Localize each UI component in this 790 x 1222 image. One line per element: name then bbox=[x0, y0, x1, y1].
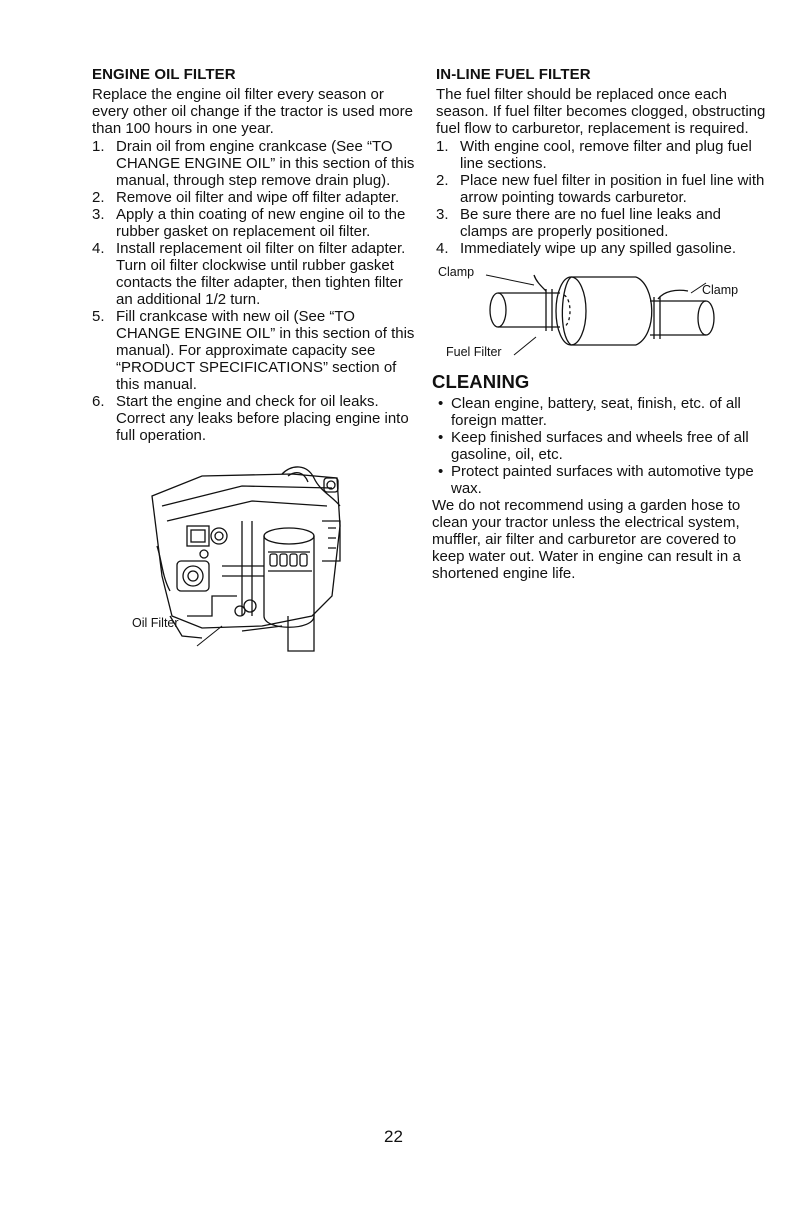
in-line-fuel-filter-intro: The fuel filter should be replaced once each season. If fuel filter becomes clogged, obstructing fuel flow to carburetor, replacement is required. bbox=[436, 86, 766, 137]
page-number: 22 bbox=[384, 1127, 403, 1146]
cleaning-bullets bbox=[436, 395, 766, 497]
step-number: 5. bbox=[92, 308, 105, 325]
step-text: Install replacement oil filter on filter adapter. Turn oil filter clockwise until rubber gasket contacts the filter adapter, then tighten filter an additional 1/2 turn. bbox=[116, 240, 406, 308]
left-column bbox=[92, 66, 422, 661]
step-text: Fill crankcase with new oil (See “TO CHANGE ENGINE OIL” in this section of this manual). For approximate capacity see “PRODUCT SPECIFICATIONS” section of this manual. bbox=[116, 308, 415, 393]
oil-filter-figure bbox=[92, 466, 422, 661]
step-number: 4. bbox=[436, 240, 449, 257]
step-text: Apply a thin coating of new engine oil to the rubber gasket on replacement oil filter. bbox=[116, 206, 406, 240]
step-text: Be sure there are no fuel line leaks and clamps are properly positioned. bbox=[460, 206, 721, 240]
engine-oil-filter-intro: Replace the engine oil filter every season or every other oil change if the tractor is used more than 100 hours in one year. bbox=[92, 86, 413, 137]
list-item bbox=[436, 206, 766, 240]
step-number: 3. bbox=[92, 206, 105, 223]
list-item bbox=[436, 240, 766, 257]
bullet-text: Clean engine, battery, seat, finish, etc. of all foreign matter. bbox=[451, 395, 741, 429]
fuel-filter-figure bbox=[436, 265, 766, 365]
step-text: With engine cool, remove filter and plug fuel line sections. bbox=[460, 138, 752, 172]
step-number: 4. bbox=[92, 240, 105, 257]
engine-oil-filter-heading: ENGINE OIL FILTER bbox=[92, 66, 236, 83]
fuel-filter-label: Fuel Filter bbox=[446, 345, 502, 359]
bullet-icon: • bbox=[438, 463, 444, 480]
step-number: 1. bbox=[92, 138, 105, 155]
bullet-icon: • bbox=[438, 395, 444, 412]
clamp-left-label: Clamp bbox=[438, 265, 475, 279]
list-item bbox=[92, 189, 422, 206]
clamp-right-label: Clamp bbox=[702, 283, 739, 297]
step-number: 6. bbox=[92, 393, 105, 410]
cleaning-text: We do not recommend using a garden hose to clean your tractor unless the electrical system, muffler, air filter and carburetor are covered to keep water out. Water in engine can result in a shortened engine life. bbox=[432, 497, 741, 582]
list-item bbox=[436, 172, 766, 206]
list-item bbox=[436, 138, 766, 172]
oil-filter-label: Oil Filter bbox=[132, 616, 179, 630]
bullet-text: Keep finished surfaces and wheels free of all gasoline, oil, etc. bbox=[451, 429, 749, 463]
in-line-fuel-filter-heading: IN-LINE FUEL FILTER bbox=[436, 66, 591, 83]
step-number: 1. bbox=[436, 138, 449, 155]
list-item bbox=[92, 138, 422, 189]
engine-oil-filter-illustration bbox=[92, 466, 422, 661]
list-item bbox=[92, 240, 422, 308]
list-item bbox=[92, 206, 422, 240]
list-item bbox=[436, 463, 766, 497]
step-number: 3. bbox=[436, 206, 449, 223]
engine-oil-filter-steps bbox=[92, 138, 422, 444]
step-number: 2. bbox=[436, 172, 449, 189]
bullet-icon: • bbox=[438, 429, 444, 446]
step-text: Drain oil from engine crankcase (See “TO CHANGE ENGINE OIL” in this section of this manual, through step remove drain plug). bbox=[116, 138, 415, 189]
in-line-fuel-filter-steps bbox=[436, 138, 766, 257]
step-text: Remove oil filter and wipe off filter adapter. bbox=[116, 189, 400, 206]
list-item bbox=[92, 308, 422, 393]
list-item bbox=[436, 429, 766, 463]
right-column bbox=[432, 66, 766, 583]
step-text: Start the engine and check for oil leaks. Correct any leaks before placing engine into full operation. bbox=[116, 393, 409, 444]
step-number: 2. bbox=[92, 189, 105, 206]
list-item bbox=[436, 395, 766, 429]
step-text: Place new fuel filter in position in fuel line with arrow pointing towards carburetor. bbox=[460, 172, 765, 206]
cleaning-heading: CLEANING bbox=[432, 371, 530, 392]
list-item bbox=[92, 393, 422, 444]
step-text: Immediately wipe up any spilled gasoline. bbox=[460, 240, 736, 257]
bullet-text: Protect painted surfaces with automotive type wax. bbox=[451, 463, 754, 497]
